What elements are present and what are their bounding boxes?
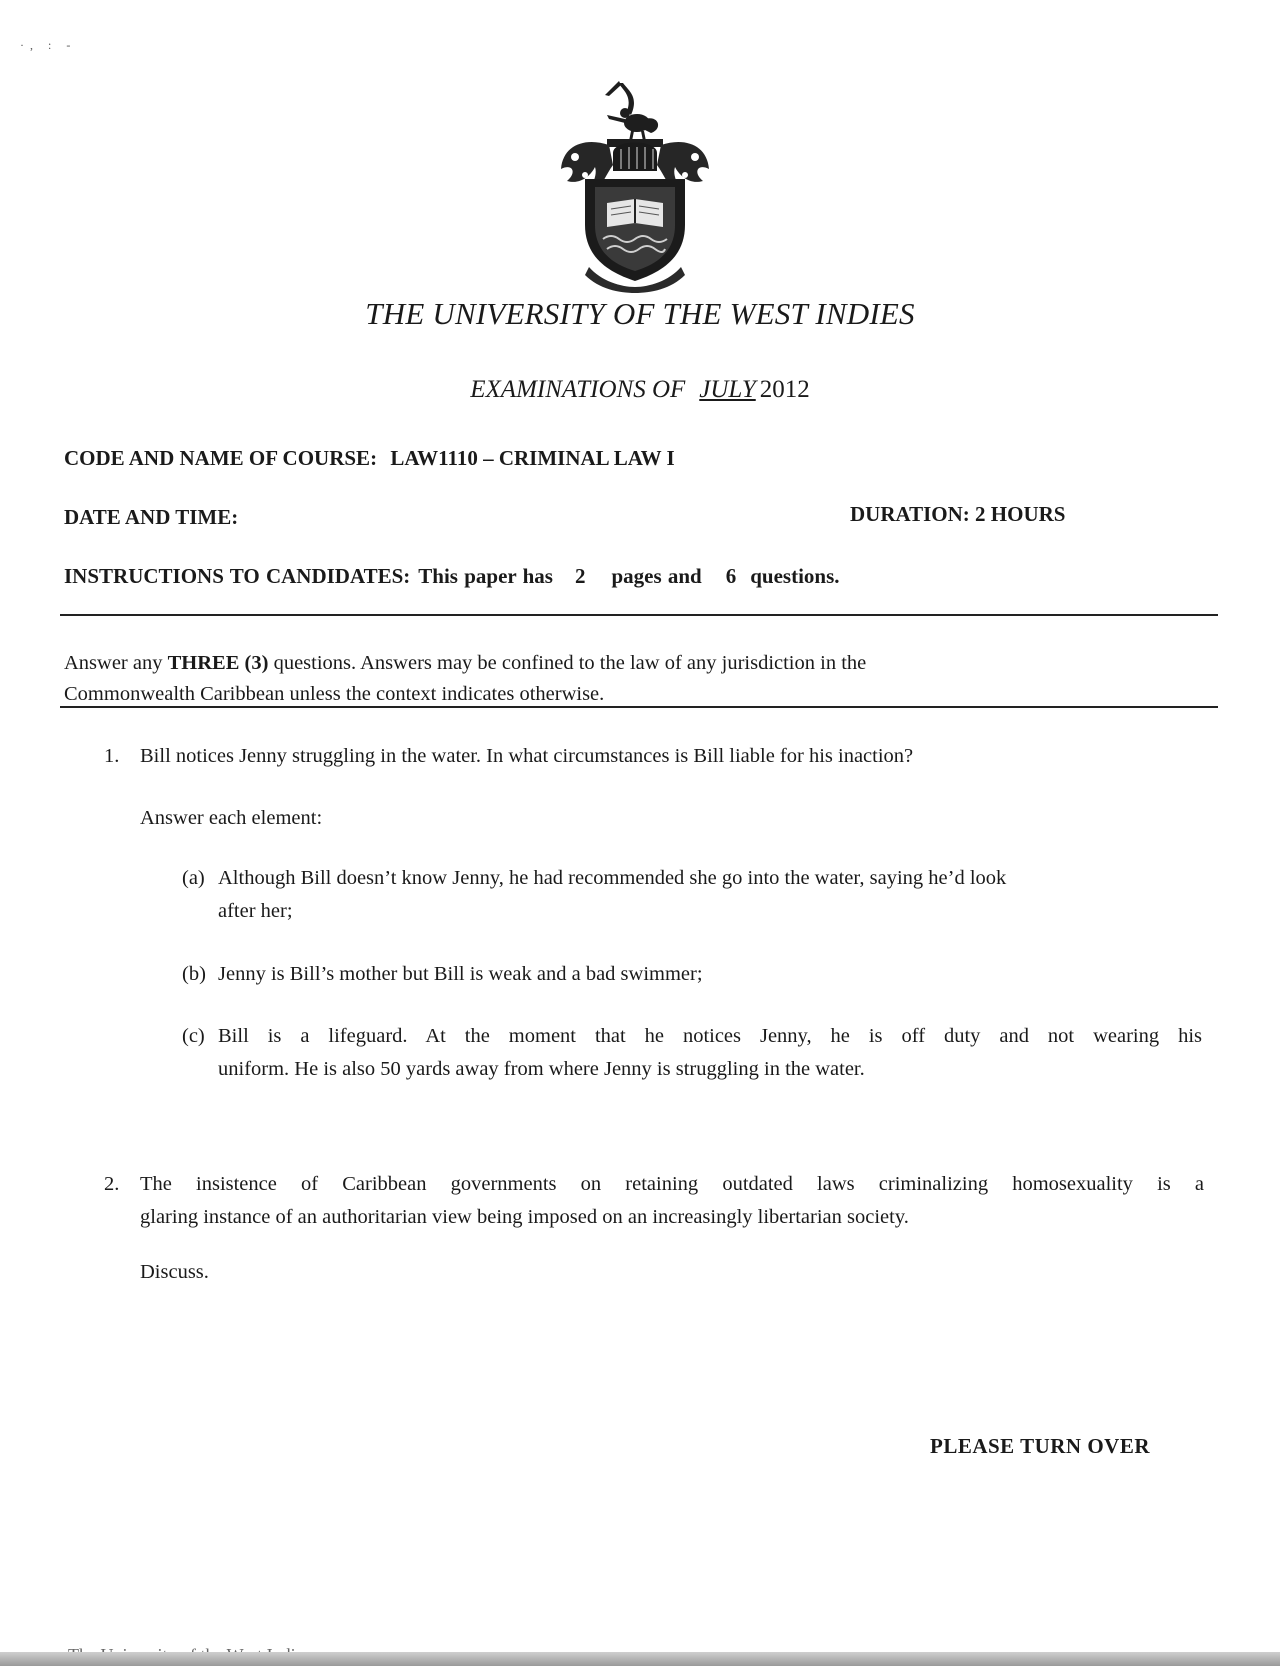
pages-count: 2 [574, 564, 586, 588]
instructions-prefix: This paper has [418, 564, 553, 588]
part-text [218, 958, 1202, 991]
exam-month: JULY [699, 376, 756, 403]
intro-emphasis: THREE (3) [167, 652, 269, 674]
question-text: Bill notices Jenny struggling in the water. In what circumstances is Bill liable for his inaction? [140, 745, 914, 767]
questions-count: 6 [725, 564, 737, 588]
scan-edge [0, 1652, 1280, 1666]
part-label: (a) [182, 867, 205, 889]
part-line-1: Although Bill doesn’t know Jenny, he had recommended she go into the water, saying he’d look [218, 867, 1007, 889]
exam-session [0, 376, 1280, 404]
course-label: CODE AND NAME OF COURSE: [64, 446, 378, 470]
turn-over-note: PLEASE TURN OVER [930, 1434, 1150, 1458]
university-title: THE UNIVERSITY OF THE WEST INDIES [365, 296, 915, 331]
part-line-2: uniform. He is also 50 yards away from where Jenny is struggling in the water. [218, 1058, 865, 1080]
question-line-2: glaring instance of an authoritarian view being imposed on an increasingly libertarian society. [140, 1206, 909, 1228]
question-number: 2. [104, 1173, 120, 1195]
questions-word: questions. [750, 564, 840, 588]
instructions-label: INSTRUCTIONS TO CANDIDATES: [64, 564, 411, 588]
question-1-prompt: Answer each element: [140, 807, 323, 829]
intro-line-1 [64, 648, 1164, 679]
scan-specks: ·, : ‐ [20, 38, 77, 52]
question-line-1: The insistence of Caribbean governments on retaining outdated laws criminalizing homosexuality is a [140, 1173, 1204, 1195]
course-value: LAW1110 – CRIMINAL LAW I [390, 446, 675, 470]
exam-instructions [64, 648, 1164, 710]
date-line [64, 505, 238, 530]
instructions-line [64, 564, 840, 589]
footer-text [68, 1640, 311, 1650]
part-line-1: Jenny is Bill’s mother but Bill is weak and a bad swimmer; [218, 963, 703, 985]
intro-rest: questions. Answers may be confined to the law of any jurisdiction in the [273, 652, 867, 674]
part-line-1: Bill is a lifeguard. At the moment that he notices Jenny, he is off duty and not wearing his [218, 1025, 1202, 1047]
intro-lead: Answer any [64, 652, 163, 674]
exam-year: 2012 [759, 376, 810, 403]
part-label: (c) [182, 1025, 205, 1047]
divider-bottom [60, 706, 1218, 708]
question-number: 1. [104, 745, 120, 767]
course-line [64, 446, 675, 471]
part-text [218, 1020, 1202, 1086]
question-2-prompt: Discuss. [140, 1261, 209, 1283]
part-line-2: after her; [218, 900, 293, 922]
exam-prefix: EXAMINATIONS OF [470, 376, 686, 403]
date-label: DATE AND TIME: [64, 505, 239, 529]
divider-top [60, 614, 1218, 616]
duration-value: 2 HOURS [975, 502, 1066, 526]
intro-line-2: Commonwealth Caribbean unless the context indicates otherwise. [64, 683, 605, 705]
duration-line [850, 502, 1065, 527]
pages-word: pages and [611, 564, 702, 588]
duration-label: DURATION: [850, 502, 970, 526]
university-crest [555, 75, 715, 295]
part-label: (b) [182, 963, 206, 985]
question-text [140, 1168, 1204, 1234]
part-text [218, 862, 1202, 928]
